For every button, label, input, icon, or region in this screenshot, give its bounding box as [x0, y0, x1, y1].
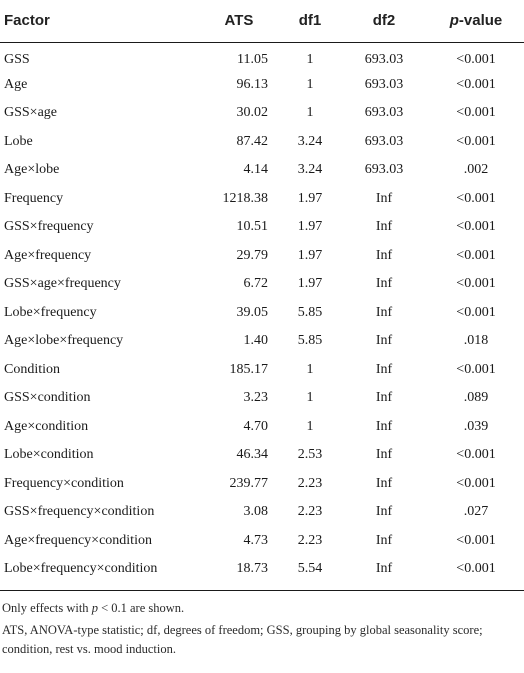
- header-df2: df2: [340, 0, 428, 42]
- table-row: [0, 441, 524, 470]
- cell-df2: Inf: [375, 190, 393, 206]
- cell-ats: 3.23: [243, 390, 268, 406]
- table-row: [0, 99, 524, 128]
- cell-df1: 1: [306, 418, 314, 434]
- table-row: [0, 527, 524, 556]
- table-row: [0, 327, 524, 356]
- cell-p-value: <0.001: [456, 219, 496, 235]
- cell-ats: 30.02: [236, 105, 268, 121]
- cell-df2: 693.03: [364, 105, 404, 121]
- cell-df1: 1: [306, 76, 314, 92]
- cell-factor: GSS×frequency: [4, 219, 94, 235]
- cell-factor: Lobe×frequency: [4, 304, 97, 320]
- cell-p-value: <0.001: [456, 105, 496, 121]
- cell-df1: 5.54: [297, 561, 323, 577]
- table-row: [0, 242, 524, 271]
- cell-ats: 3.08: [243, 504, 268, 520]
- cell-df2: 693.03: [364, 51, 404, 67]
- cell-factor: GSS×condition: [4, 390, 91, 406]
- cell-factor: GSS×age: [4, 105, 58, 121]
- cell-ats: 18.73: [236, 561, 268, 577]
- cell-ats: 10.51: [236, 219, 268, 235]
- cell-factor: GSS×age×frequency: [4, 276, 121, 292]
- cell-df1: 3.24: [297, 162, 323, 178]
- cell-df1: 5.85: [297, 304, 323, 320]
- table-body: [0, 42, 524, 584]
- cell-p-value: <0.001: [456, 447, 496, 463]
- cell-p-value: .039: [463, 418, 489, 434]
- cell-df1: 3.24: [297, 133, 323, 149]
- cell-factor: Frequency×condition: [4, 475, 124, 491]
- cell-p-value: .018: [463, 333, 489, 349]
- cell-factor: Frequency: [4, 190, 64, 206]
- cell-df2: Inf: [375, 390, 393, 406]
- table-row: [0, 128, 524, 157]
- cell-p-value: <0.001: [456, 276, 496, 292]
- cell-ats: 1.40: [243, 333, 268, 349]
- cell-df2: Inf: [375, 561, 393, 577]
- cell-factor: Condition: [4, 361, 61, 377]
- cell-df1: 1: [306, 105, 314, 121]
- cell-df1: 1: [306, 390, 314, 406]
- cell-df1: 2.23: [297, 475, 323, 491]
- cell-p-value: <0.001: [456, 190, 496, 206]
- header-row: [0, 0, 524, 42]
- cell-factor: Age×lobe: [4, 162, 60, 178]
- cell-p-value: <0.001: [456, 532, 496, 548]
- cell-df2: Inf: [375, 333, 393, 349]
- cell-p-value: <0.001: [456, 133, 496, 149]
- cell-ats: 4.73: [243, 532, 268, 548]
- cell-p-value: <0.001: [456, 475, 496, 491]
- header-ats: ATS: [198, 0, 280, 42]
- cell-df1: 1.97: [297, 247, 323, 263]
- cell-p-value: <0.001: [456, 304, 496, 320]
- header-p-rest: -value: [458, 12, 503, 30]
- cell-factor: Age×lobe×frequency: [4, 333, 124, 349]
- table-row: [0, 299, 524, 328]
- cell-df1: 1.97: [297, 219, 323, 235]
- cell-ats: 46.34: [236, 447, 268, 463]
- cell-df2: Inf: [375, 361, 393, 377]
- cell-df1: 2.23: [297, 532, 323, 548]
- cell-factor: Age×frequency: [4, 247, 92, 263]
- cell-ats: 185.17: [229, 361, 268, 377]
- table-row: [0, 185, 524, 214]
- cell-factor: Lobe×condition: [4, 447, 94, 463]
- cell-df2: Inf: [375, 219, 393, 235]
- cell-ats: 4.14: [243, 162, 268, 178]
- table-row: [0, 156, 524, 185]
- cell-df2: Inf: [375, 475, 393, 491]
- header-p-italic: p: [449, 12, 459, 30]
- cell-factor: Lobe: [4, 133, 33, 149]
- cell-df1: 5.85: [297, 333, 323, 349]
- table-row: [0, 413, 524, 442]
- cell-factor: Lobe×frequency×condition: [4, 561, 158, 577]
- header-df1: df1: [280, 0, 340, 42]
- cell-p-value: <0.001: [456, 561, 496, 577]
- cell-df1: 2.53: [297, 447, 323, 463]
- cell-df1: 2.23: [297, 504, 323, 520]
- cell-factor: GSS×frequency×condition: [4, 504, 155, 520]
- cell-df2: Inf: [375, 532, 393, 548]
- table-row: [0, 356, 524, 385]
- cell-ats: 6.72: [243, 276, 268, 292]
- cell-factor: Age×condition: [4, 418, 89, 434]
- cell-df2: 693.03: [364, 76, 404, 92]
- cell-factor: Age×frequency×condition: [4, 532, 152, 548]
- cell-factor: Age: [4, 76, 28, 92]
- footnote-1-before: Only effects with: [2, 600, 92, 615]
- cell-ats: 1218.38: [222, 190, 268, 206]
- cell-p-value: <0.001: [456, 51, 496, 67]
- cell-df2: Inf: [375, 304, 393, 320]
- table-row: [0, 498, 524, 527]
- cell-df1: 1.97: [297, 190, 323, 206]
- cell-ats: 29.79: [236, 247, 268, 263]
- table-header: [0, 0, 524, 42]
- cell-df2: 693.03: [364, 162, 404, 178]
- table-row: [0, 470, 524, 499]
- cell-df2: Inf: [375, 276, 393, 292]
- cell-p-value: .027: [463, 504, 489, 520]
- cell-df1: 1.97: [297, 276, 323, 292]
- footnote-1-after: < 0.1 are shown.: [97, 600, 185, 615]
- cell-p-value: .089: [463, 390, 489, 406]
- cell-df2: Inf: [375, 504, 393, 520]
- footnote-significance: [2, 599, 522, 618]
- cell-p-value: <0.001: [456, 361, 496, 377]
- cell-ats: 96.13: [236, 76, 268, 92]
- cell-p-value: <0.001: [456, 76, 496, 92]
- cell-df2: 693.03: [364, 133, 404, 149]
- table-row: [0, 384, 524, 413]
- cell-df2: Inf: [375, 418, 393, 434]
- cell-ats: 239.77: [229, 475, 268, 491]
- cell-ats: 11.05: [237, 51, 268, 67]
- table-row: [0, 213, 524, 242]
- cell-df1: 1: [306, 51, 314, 67]
- cell-ats: 4.70: [243, 418, 268, 434]
- footnote-1-p: p: [91, 600, 98, 615]
- header-p-value: [428, 0, 524, 42]
- cell-ats: 87.42: [236, 133, 268, 149]
- footnote-abbreviations: ATS, ANOVA-type statistic; df, degrees of freedom; GSS, grouping by global seasonality score; condition, rest vs. mood induction.: [2, 622, 483, 656]
- cell-factor: GSS: [4, 51, 30, 67]
- cell-df1: 1: [306, 361, 314, 377]
- cell-df2: Inf: [375, 447, 393, 463]
- header-factor: Factor: [0, 0, 198, 42]
- table-row: [0, 270, 524, 299]
- table-row: [0, 71, 524, 100]
- cell-p-value: .002: [463, 162, 489, 178]
- cell-df2: Inf: [375, 247, 393, 263]
- table-row: [0, 42, 524, 71]
- table-footnotes: [0, 591, 524, 659]
- table-row: [0, 555, 524, 584]
- cell-ats: 39.05: [236, 304, 268, 320]
- cell-p-value: <0.001: [456, 247, 496, 263]
